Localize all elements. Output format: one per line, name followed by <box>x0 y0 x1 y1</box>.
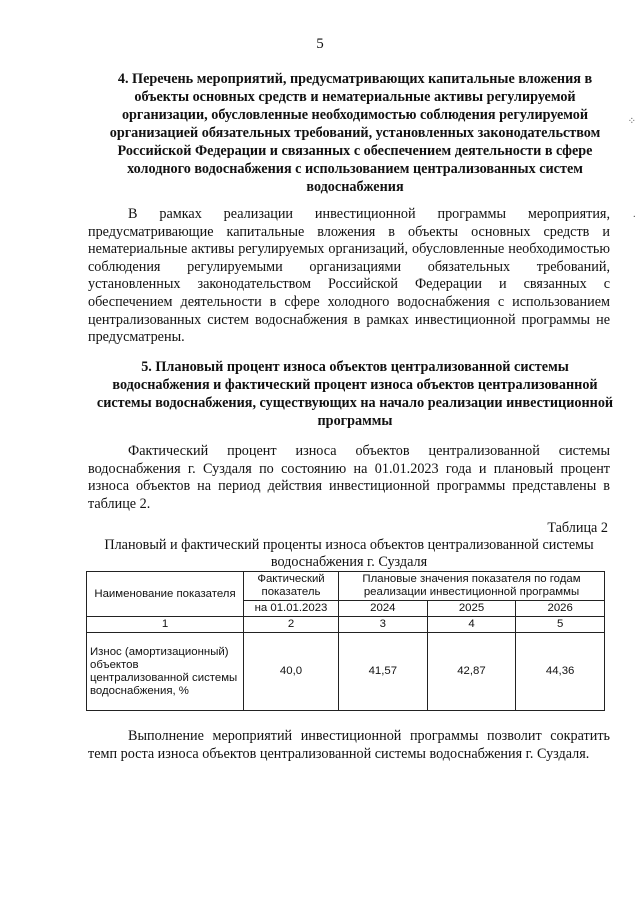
page-number: 5 <box>316 36 324 52</box>
column-number: 1 <box>87 617 244 633</box>
table-header-row <box>87 572 605 601</box>
row-planned-value: 41,57 <box>339 633 428 711</box>
header-year: 2024 <box>339 601 428 617</box>
wear-table <box>86 571 605 711</box>
header-name: Наименование показателя <box>87 572 244 617</box>
row-planned-value: 42,87 <box>427 633 516 711</box>
conclusion-paragraph: Выполнение мероприятий инвестиционной программы позволит сократить темп роста износа объектов централизованной системы водоснабжения г. Суздаля. <box>88 728 610 762</box>
column-number: 5 <box>516 617 605 633</box>
section-5-paragraph: Фактический процент износа объектов централизованной системы водоснабжения г. Суздаля по состоянию на 01.01.2023 года и плановый процент износа объектов на период действия инвестиционной программы представлены в таблице 2. <box>88 443 610 512</box>
column-number: 3 <box>339 617 428 633</box>
header-actual: Фактический показатель <box>244 572 339 601</box>
column-number: 2 <box>244 617 339 633</box>
section-4-paragraph: В рамках реализации инвестиционной программы мероприятия, предусматривающие капитальные вложения в объекты основных средств и нематериальные активы регулируемых организаций, обусловленные необходимостью соблюдения регулируемыми организациями обязательных требований, установленных законодательством Российской Федерации и связанных с обеспечением деятельности в сфере холодного водоснабжения с использованием централизованных систем водоснабжения в рамках инвестиционной программы не предусматрены. <box>88 206 610 346</box>
row-planned-value: 44,36 <box>516 633 605 711</box>
table-label: Таблица 2 <box>547 520 608 536</box>
section-5-heading: 5. Плановый процент износа объектов централизованной системы водоснабжения и фактический процент износа объектов централизованной системы водоснабжения, существующих на начало реализации инвестиционной программы <box>96 359 614 429</box>
margin-mark: ⁘ <box>627 116 636 127</box>
column-number: 4 <box>427 617 516 633</box>
table-column-numbers-row <box>87 617 605 633</box>
table-caption: Плановый и фактический проценты износа объектов централизованной системы водоснабжения г. Суздаля <box>104 537 594 570</box>
margin-mark: · <box>632 212 636 223</box>
table-row <box>87 633 605 711</box>
section-4-heading: 4. Перечень мероприятий, предусматривающих капитальные вложения в объекты основных средств и нематериальные активы регулируемой организации, обусловленные необходимостью соблюдения регулируемой организацией обязательных требований, установленных законодательством Российской Федерации и связанных с обеспечением деятельности в сфере холодного водоснабжения с использованием централизованных систем водоснабжения <box>109 71 601 195</box>
header-year: 2025 <box>427 601 516 617</box>
row-actual-value: 40,0 <box>244 633 339 711</box>
header-year: 2026 <box>516 601 605 617</box>
header-actual-date: на 01.01.2023 <box>244 601 339 617</box>
row-name: Износ (амортизационный) объектов централизованной системы водоснабжения, % <box>87 633 244 711</box>
header-planned: Плановые значения показателя по годам реализации инвестиционной программы <box>339 572 605 601</box>
